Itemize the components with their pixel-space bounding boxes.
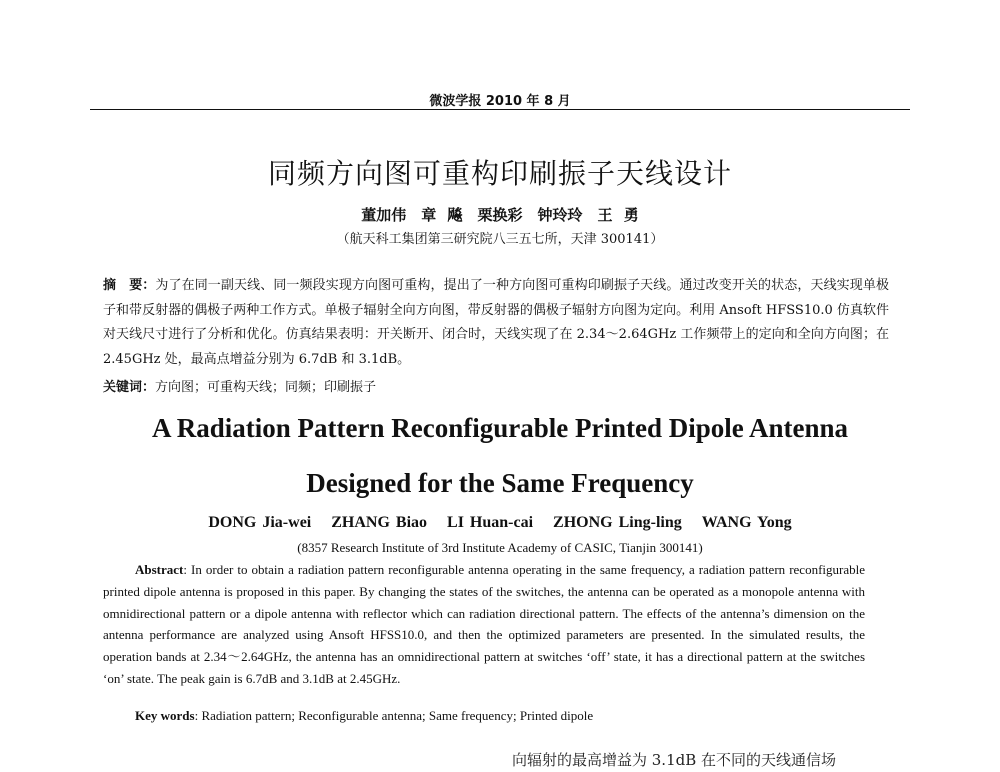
chinese-keywords-label: 关键词： — [103, 380, 156, 395]
header-rule — [90, 109, 910, 110]
chinese-authors: 董加伟 章 飚 栗换彩 钟玲玲 王 勇 — [361, 206, 639, 224]
english-keywords-text: : Radiation pattern; Reconfigurable antenna; Same frequency; Printed dipole — [194, 708, 594, 723]
chinese-abstract-label: 摘 要： — [103, 278, 156, 293]
chinese-keywords-text: 方向图；可重构天线；同频；印刷振子 — [155, 380, 377, 395]
chinese-keywords — [103, 376, 889, 395]
author-wang: WANG Yong — [701, 514, 792, 531]
author-dong: DONG Jia-wei — [208, 514, 312, 531]
author-li: LI Huan-cai — [447, 514, 534, 531]
english-title-line-2: Designed for the Same Frequency — [306, 468, 694, 498]
english-abstract — [103, 559, 865, 690]
author-zhong: ZHONG Ling-ling — [553, 514, 682, 531]
chinese-affiliation: （航天科工集团第三研究院八三五七所，天津 300141） — [336, 232, 664, 247]
author-zhang: ZHANG Biao — [331, 514, 428, 531]
english-abstract-label: Abstract — [135, 562, 184, 577]
chinese-title: 同频方向图可重构印刷振子天线设计 — [267, 157, 732, 190]
english-authors — [0, 514, 1000, 532]
chinese-abstract-text: 为了在同一副天线、同一频段实现方向图可重构，提出了一种方向图可重构印刷振子天线。通过改变开关的状态，天线实现单极子和带反射器的偶极子两种工作方式。单极子辐射全向方向图，带反射器的偶极子辐射方向图为定向。利用 Ansoft HFSS10.0 仿真软件对天线尺寸进行了分析和优化。仿真结果表明：开关断开、闭合时，天线实现了在 2.34～2.64GHz 工作频带上的定向和全向方向图；在 2.45GHz 处，最高点增益分别为 6.7dB 和 3.1dB。 — [103, 278, 889, 367]
running-header: 微波学报 2010 年 8 月 — [429, 94, 571, 109]
english-keywords — [135, 708, 875, 724]
english-title-line-1: A Radiation Pattern Reconfigurable Printed Dipole Antenna — [152, 413, 848, 443]
chinese-abstract — [103, 274, 889, 372]
english-keywords-label: Key words — [135, 708, 195, 723]
body-partial-line: 向辐射的最高增益为 3.1dB 在不同的天线通信场 — [512, 751, 837, 769]
english-affiliation: (8357 Research Institute of 3rd Institute Academy of CASIC, Tianjin 300141) — [297, 540, 703, 555]
english-abstract-text: : In order to obtain a radiation pattern reconfigurable antenna operating in the same frequency, a radiation pattern reconfigurable printed dipole antenna is proposed in this paper. By changing the states of the switches, the antenna can be operated as a monopole antenna with omnidirectional pattern or a dipole antenna with reflector which can radiation directional pattern. The effects of the antenna’s dimension on the antenna performance are analyzed using Ansoft HFSS10.0, and then the optimized parameters are presented. In the simulated results, the operation bands at 2.34～2.64GHz, the antenna has an omnidirectional pattern at switches ‘off’ state, it has a directional pattern at the switches ‘on’ state. The peak gain is 6.7dB and 3.1dB at 2.45GHz. — [103, 562, 865, 686]
